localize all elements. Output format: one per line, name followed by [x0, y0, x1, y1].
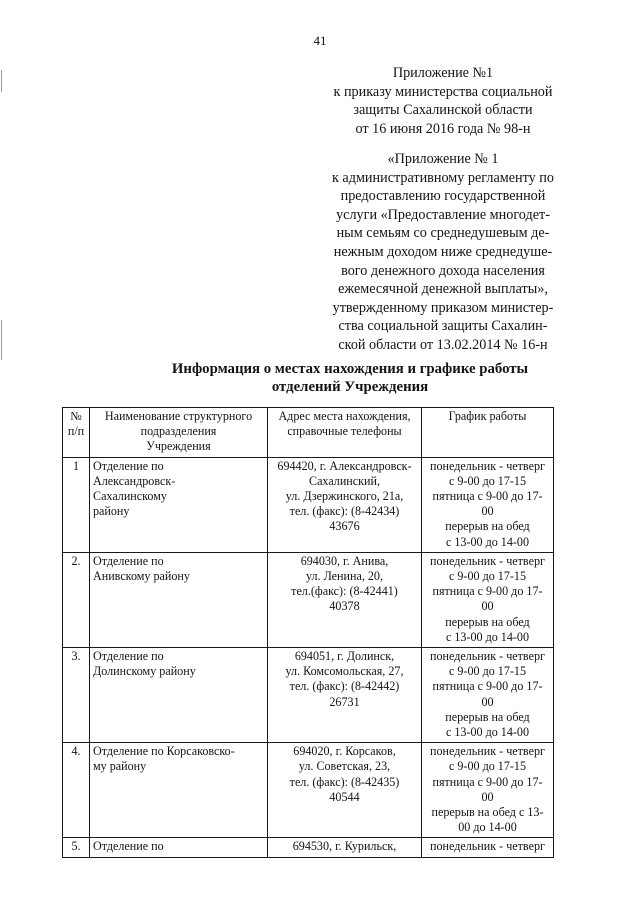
appendix-2-line: ным семьям со среднедушевым де- [336, 225, 550, 242]
row-number: 3. [63, 648, 90, 743]
schedule-line: с 9-00 до 17-15 [448, 664, 527, 679]
address-line: ул. Дзержинского, 21а, [285, 489, 404, 504]
address-line: тел. (факс): (8-42442) [289, 679, 400, 694]
address-line: 694020, г. Корсаков, [293, 744, 396, 759]
address-line: 694051, г. Долинск, [294, 649, 395, 664]
header-text: подразделения [140, 424, 217, 439]
schedule-line: понедельник - четверг [430, 839, 545, 854]
appendix-2-line: утвержденному приказом министер- [332, 299, 554, 316]
office-name [90, 743, 268, 838]
address-line: ул. Ленина, 20, [305, 569, 384, 584]
address-line: ул. Советская, 23, [298, 759, 391, 774]
schedule-line: перерыв на обед с 13- [431, 805, 544, 820]
page-number: 41 [313, 33, 327, 48]
schedule-line: с 13-00 до 14-00 [445, 534, 530, 549]
office-address [268, 838, 422, 857]
address-line: тел. (факс): (8-42434) [289, 504, 400, 519]
appendix-2-line: услуги «Предоставление многодет- [336, 206, 550, 223]
office-name-line: му району [93, 759, 147, 774]
office-name-line: Отделение по Корсаковско- [93, 744, 235, 759]
address-line: Сахалинский, [309, 473, 380, 488]
address-line: 694030, г. Анива, [300, 553, 389, 568]
office-name-line: Отделение по [93, 553, 164, 568]
row-number: 1 [63, 457, 90, 552]
office-address [268, 648, 422, 743]
office-address [268, 743, 422, 838]
header-text: Учреждения [146, 439, 211, 454]
appendix-2-line: вого денежного дохода населения [341, 262, 545, 279]
schedule-line: с 9-00 до 17-15 [448, 569, 527, 584]
office-schedule [422, 457, 554, 552]
schedule-line: с 9-00 до 17-15 [448, 473, 527, 488]
office-schedule [422, 743, 554, 838]
header-text: № [70, 409, 82, 423]
schedule-line: пятница с 9-00 до 17- [432, 584, 543, 599]
header-text: п/п [67, 424, 85, 439]
schedule-line: перерыв на обед [445, 709, 530, 724]
address-line: тел.(факс): (8-42441) [291, 584, 398, 599]
office-name-line: Долинскому району [93, 664, 196, 679]
row-number: 2. [63, 552, 90, 647]
section-title-line: Информация о местах нахождения и графике работы [171, 361, 529, 377]
schedule-line: 00 до 14-00 [458, 820, 517, 835]
appendix-1-line: к приказу министерства социальной [333, 83, 553, 100]
appendix-2-line: ства социальной защиты Сахалин- [338, 318, 548, 335]
office-name [90, 457, 268, 552]
office-name-line: району [93, 504, 130, 519]
schedule-line: 00 [481, 599, 494, 614]
address-line: ул. Комсомольская, 27, [285, 664, 404, 679]
section-title [150, 360, 550, 396]
appendix-2-line: нежным доходом ниже среднедуше- [333, 243, 553, 260]
schedule-line: с 9-00 до 17-15 [448, 759, 527, 774]
office-name-line: Анивскому району [93, 569, 190, 584]
schedule-line: перерыв на обед [445, 519, 530, 534]
address-line: тел. (факс): (8-42435) [289, 774, 400, 789]
office-name [90, 838, 268, 857]
office-name-line: Отделение по [93, 649, 164, 664]
scan-margin-mark [1, 70, 2, 92]
office-name-line: Сахалинскому [93, 489, 167, 504]
schedule-line: понедельник - четверг [430, 744, 545, 759]
schedule-line: с 13-00 до 14-00 [445, 629, 530, 644]
address-line: 43676 [329, 519, 360, 534]
appendix-2-line: ской области от 13.02.2014 № 16-н [338, 336, 548, 353]
office-address [268, 552, 422, 647]
section-title-line: отделений Учреждения [271, 379, 429, 395]
office-name-line: Отделение по [93, 839, 164, 854]
header-number [63, 408, 90, 458]
office-name [90, 648, 268, 743]
appendix-1-block [318, 64, 568, 138]
header-text: График работы [448, 409, 527, 423]
schedule-line: 00 [481, 504, 494, 519]
schedule-line: 00 [481, 694, 494, 709]
schedule-line: понедельник - четверг [430, 649, 545, 664]
table-row [63, 552, 554, 647]
appendix-2-line: «Приложение № 1 [387, 151, 499, 167]
address-line: 40378 [329, 599, 360, 614]
table-header-row [63, 408, 554, 458]
office-schedule [422, 838, 554, 857]
office-name-line: Александровск- [93, 473, 176, 488]
schedule-line: пятница с 9-00 до 17- [432, 774, 543, 789]
header-name [90, 408, 268, 458]
header-schedule [422, 408, 554, 458]
schedule-line: пятница с 9-00 до 17- [432, 489, 543, 504]
row-number: 5. [63, 838, 90, 857]
appendix-1-line: защиты Сахалинской области [353, 102, 533, 119]
schedule-line: пятница с 9-00 до 17- [432, 679, 543, 694]
schedule-line: перерыв на обед [445, 614, 530, 629]
row-number: 4. [63, 743, 90, 838]
schedule-line: 00 [481, 789, 494, 804]
offices-table [62, 407, 554, 858]
table-row [63, 648, 554, 743]
appendix-1-line: Приложение №1 [392, 65, 494, 81]
address-line: 40544 [329, 789, 360, 804]
appendix-2-block [318, 150, 568, 355]
appendix-2-line: к административному регламенту по [331, 169, 554, 186]
appendix-2-line: ежемесячной денежной выплаты», [338, 281, 548, 298]
schedule-line: понедельник - четверг [430, 458, 545, 473]
address-line: 26731 [329, 694, 360, 709]
schedule-line: с 13-00 до 14-00 [445, 725, 530, 740]
header-text: справочные телефоны [287, 424, 402, 439]
appendix-2-line: предоставлению государственной [340, 188, 546, 205]
appendix-1-line: от 16 июня 2016 года № 98-н [355, 120, 531, 137]
address-line: 694530, г. Курильск, [292, 839, 397, 854]
table-row [63, 457, 554, 552]
office-schedule [422, 648, 554, 743]
table-row [63, 743, 554, 838]
header-address [268, 408, 422, 458]
header-text: Наименование структурного [104, 409, 253, 423]
schedule-line: понедельник - четверг [430, 553, 545, 568]
address-line: 694420, г. Александровск- [277, 458, 412, 473]
header-text: Адрес места нахождения, [278, 409, 411, 423]
scan-margin-mark [1, 320, 2, 360]
office-name-line: Отделение по [93, 458, 164, 473]
office-schedule [422, 552, 554, 647]
office-address [268, 457, 422, 552]
table-row [63, 838, 554, 857]
office-name [90, 552, 268, 647]
